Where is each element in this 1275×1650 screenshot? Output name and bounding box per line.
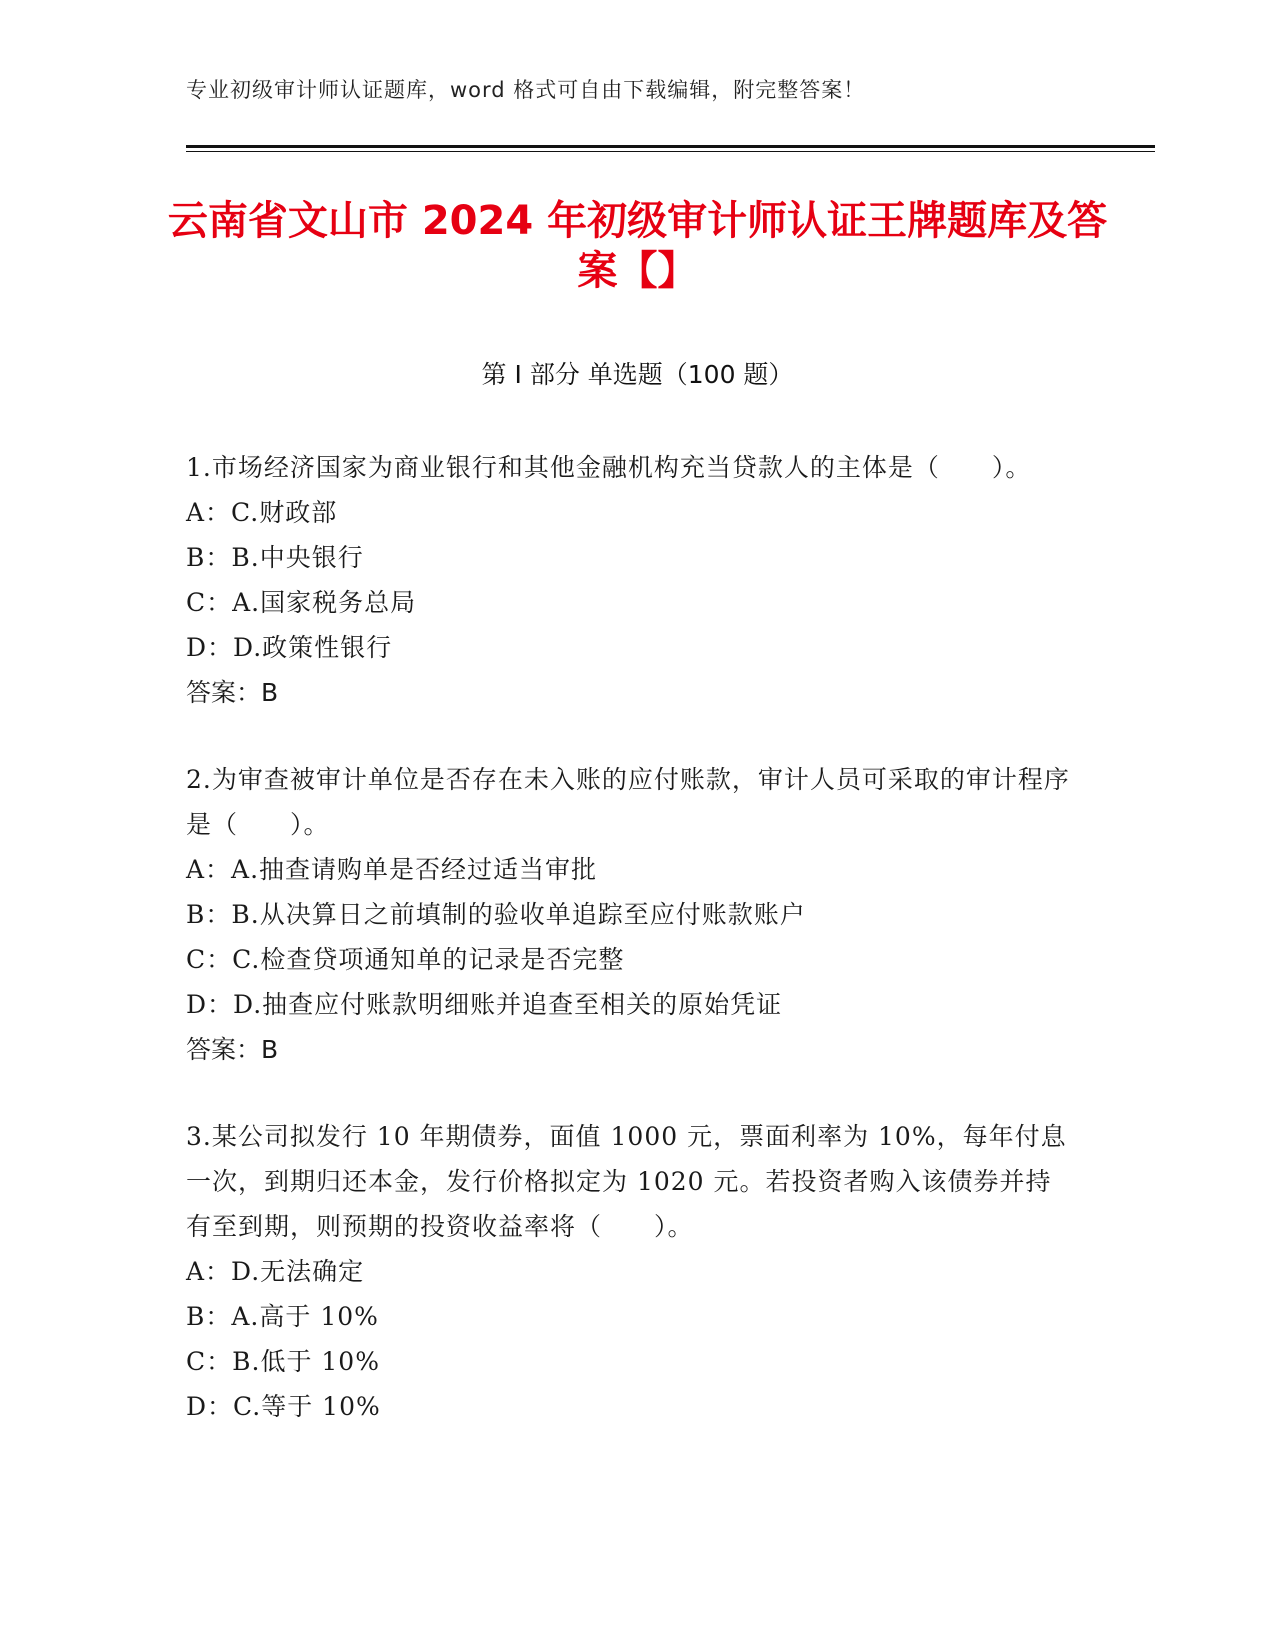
option-c: C：B.低于 10%	[186, 1347, 380, 1376]
option-c: C：A.国家税务总局	[186, 588, 417, 617]
section-heading: 第 I 部分 单选题（100 题）	[481, 360, 794, 389]
header-divider-thin	[186, 151, 1155, 152]
question-stem: 1.市场经济国家为商业银行和其他金融机构充当贷款人的主体是（ ）。	[186, 453, 1032, 482]
question-stem: 2.为审查被审计单位是否存在未入账的应付账款，审计人员可采取的审计程序是（ ）。	[186, 765, 1070, 839]
option-b: B：B.中央银行	[186, 543, 364, 572]
answer: 答案：B	[186, 1035, 279, 1064]
question-2	[186, 757, 1076, 1072]
question-stem: 3.某公司拟发行 10 年期债券，面值 1000 元，票面利率为 10%，每年付息一次，到期归还本金，发行价格拟定为 1020 元。若投资者购入该债券并持有至到期，则预期的投资收益率将（ ）。	[186, 1122, 1067, 1241]
option-b: B：B.从决算日之前填制的验收单追踪至应付账款账户	[186, 900, 806, 929]
header-divider-thick	[186, 145, 1155, 148]
option-c: C：C.检查贷项通知单的记录是否完整	[186, 945, 625, 974]
question-1	[186, 445, 1076, 715]
option-d: D：D.政策性银行	[186, 633, 393, 662]
option-a: A：D.无法确定	[186, 1257, 365, 1286]
option-b: B：A.高于 10%	[186, 1302, 379, 1331]
question-3	[186, 1114, 1076, 1429]
answer: 答案：B	[186, 678, 279, 707]
option-d: D：C.等于 10%	[186, 1392, 381, 1421]
option-a: A：A.抽查请购单是否经过适当审批	[186, 855, 598, 884]
question-list	[186, 445, 1076, 1471]
page-title: 云南省文山市 2024 年初级审计师认证王牌题库及答案【】	[167, 198, 1108, 294]
option-d: D：D.抽查应付账款明细账并追查至相关的原始凭证	[186, 990, 783, 1019]
header-note: 专业初级审计师认证题库，word 格式可自由下载编辑，附完整答案！	[186, 78, 866, 102]
option-a: A：C.财政部	[186, 498, 338, 527]
